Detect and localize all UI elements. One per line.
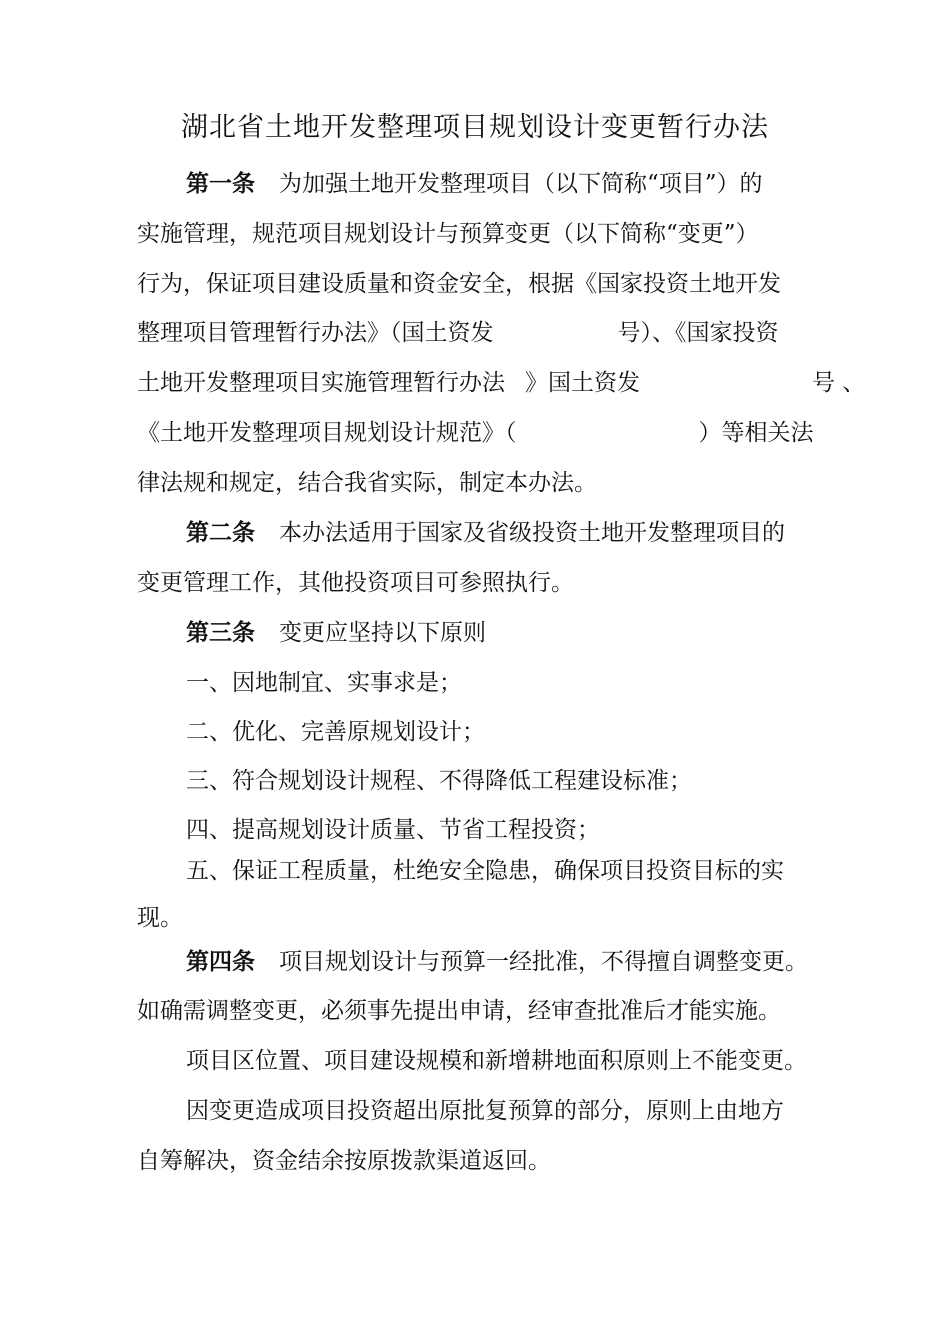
article-4-paragraph-3-line-1: 因变更造成项目投资超出原批复预算的部分，原则上由地方 <box>186 1098 784 1124</box>
article-4-line-2: 如确需调整变更，必须事先提出申请，经审查批准后才能实施。 <box>137 998 781 1024</box>
article-4-label: 第四条 <box>186 948 255 975</box>
article-3-line-1 <box>186 615 486 651</box>
article-2-label: 第二条 <box>186 519 255 546</box>
principle-item: 一、因地制宜、实事求是； <box>186 670 462 696</box>
principle-item: 二、优化、完善原规划设计； <box>186 719 485 745</box>
regulation-reference-1: 整理项目管理暂行办法》（国土资发 <box>137 320 494 346</box>
article-3-label: 第三条 <box>186 619 255 646</box>
article-2-text: 本办法适用于国家及省级投资土地开发整理项目的 <box>279 520 785 546</box>
article-2-line-2: 变更管理工作，其他投资项目可参照执行。 <box>137 570 574 596</box>
article-1-line-3: 行为，保证项目建设质量和资金安全，根据《国家投资土地开发 <box>137 271 781 297</box>
document-title: 湖北省土地开发整理项目规划设计变更暂行办法 <box>181 112 769 143</box>
article-1-line-2: 实施管理，规范项目规划设计与预算变更（以下简称“变更”） <box>137 221 759 247</box>
principle-item: 四、提高规划设计质量、节省工程投资； <box>186 817 600 843</box>
principle-item: 五、保证工程质量，杜绝安全隐患，确保项目投资目标的实 <box>186 858 784 884</box>
regulation-reference-4: 》国土资发 <box>525 370 640 396</box>
regulation-reference-6: ）等相关法 <box>698 420 814 446</box>
regulation-reference-2: 号）、《国家投资 <box>617 320 779 346</box>
article-4-line-1 <box>186 944 808 980</box>
article-1-line-4 <box>137 315 779 351</box>
article-4-paragraph-3-line-2: 自筹解决，资金结余按原拨款渠道返回。 <box>137 1148 551 1174</box>
regulation-reference-5: 《土地开发整理项目规划设计规范》（ <box>137 420 517 446</box>
article-3-text: 变更应坚持以下原则 <box>279 620 486 646</box>
article-2-line-1 <box>186 515 785 551</box>
principle-item-continuation: 现。 <box>137 905 183 931</box>
article-1-line-7: 律法规和规定，结合我省实际，制定本办法。 <box>137 470 597 496</box>
article-4-text: 项目规划设计与预算一经批准，不得擅自调整变更。 <box>279 949 808 975</box>
article-1-line-1 <box>186 166 763 202</box>
principle-item: 三、符合规划设计规程、不得降低工程建设标准； <box>186 768 692 794</box>
article-1-text: 为加强土地开发整理项目（以下简称“项目”）的 <box>279 171 763 197</box>
article-1-line-6 <box>137 415 814 451</box>
article-1-line-5 <box>137 365 865 401</box>
article-4-paragraph-2: 项目区位置、项目建设规模和新增耕地面积原则上不能变更。 <box>186 1048 807 1074</box>
regulation-reference-3: 土地开发整理项目实施管理暂行办法 <box>137 370 505 396</box>
regulation-number-blank: 号 、 <box>812 370 866 396</box>
article-1-label: 第一条 <box>186 170 255 197</box>
